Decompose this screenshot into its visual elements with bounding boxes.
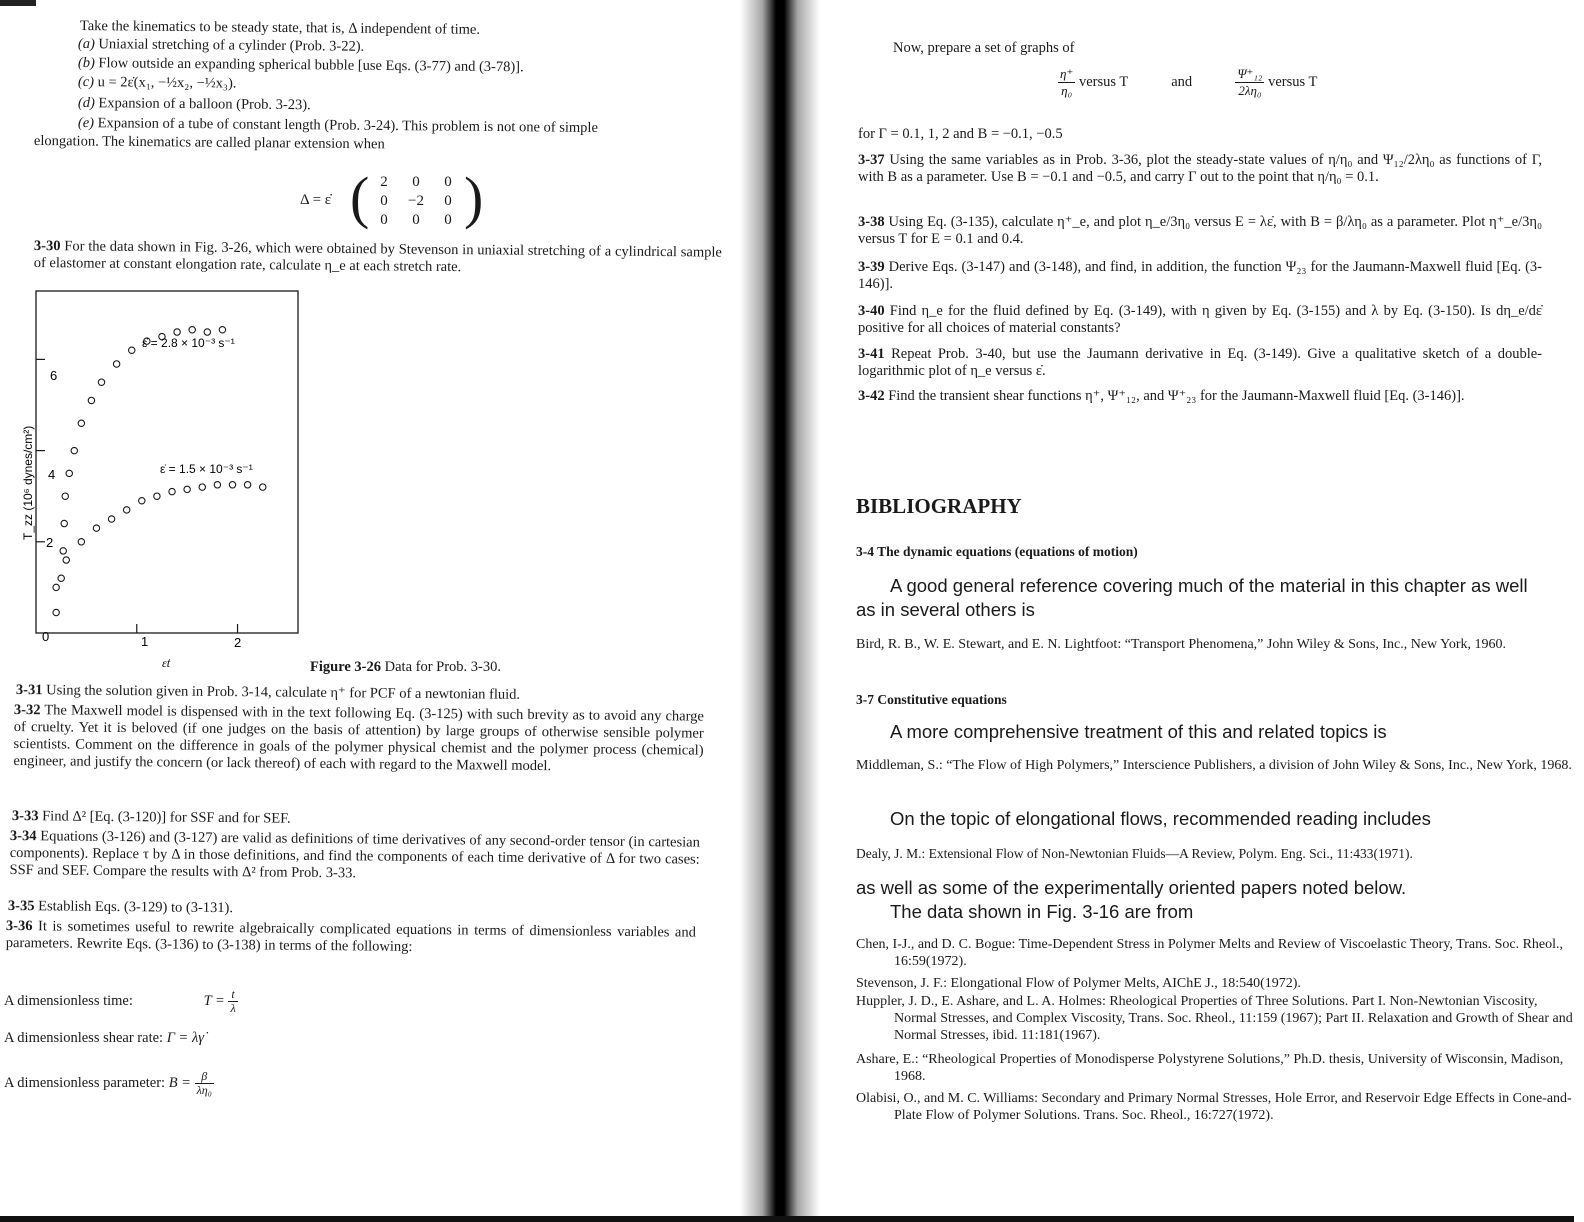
- data-point-low-rate: [169, 488, 175, 494]
- problem-number: 3-33: [11, 808, 39, 825]
- matrix-grid: [368, 174, 464, 229]
- fraction-numerator: β: [195, 1070, 214, 1084]
- graph-fraction: [1235, 66, 1264, 99]
- data-point-low-rate: [260, 484, 266, 490]
- y-tick-label: 4: [48, 467, 56, 482]
- matrix-cell: 0: [380, 193, 388, 209]
- reference-ashare: Ashare, E.: “Rheological Properties of Monodisperse Polystyrene Solutions,” Ph.D. thesis, University of Wisconsin, Madison, 1968.: [856, 1052, 1564, 1084]
- data-point-low-rate: [53, 584, 59, 590]
- item-label: (a): [77, 36, 95, 53]
- figure-caption-text: Data for Prob. 3-30.: [384, 659, 502, 675]
- data-point-high-rate: [71, 447, 77, 453]
- figure-caption: [310, 659, 501, 676]
- data-point-high-rate: [174, 329, 180, 335]
- item-text: Uniaxial stretching of a cylinder (Prob. 3-22).: [98, 36, 365, 55]
- data-point-high-rate: [66, 470, 72, 476]
- problem-number: 3-36: [5, 918, 33, 935]
- graph-suffix: versus T: [1268, 73, 1318, 90]
- item-c: [78, 74, 237, 93]
- problem-text: Find the transient shear functions η⁺, Ψ⁺₁₂, and Ψ⁺₂₃ for the Jaumann-Maxwell fluid [Eq. (3-146)].: [888, 388, 1465, 404]
- y-tick-label: 6: [50, 368, 58, 383]
- problem-3-30: [34, 238, 722, 279]
- data-point-low-rate: [229, 482, 235, 488]
- data-point-low-rate: [108, 516, 114, 522]
- fraction-numerator: η⁺: [1060, 66, 1074, 81]
- reference-chen: Chen, I-J., and D. C. Bogue: Time-Dependent Stress in Polymer Melts and Review of Viscoelastic Theory, Trans. Soc. Rheol., 16:59(1972).: [856, 937, 1564, 969]
- parameter-values: for Γ = 0.1, 1, 2 and B = −0.1, −0.5: [858, 126, 1063, 142]
- data-point-low-rate: [93, 525, 99, 531]
- problem-3-34: [10, 828, 700, 886]
- data-point-high-rate: [53, 609, 59, 615]
- reference-olabisi: Olabisi, O., and M. C. Williams: Secondary and Primary Normal Stresses, Hole Error, and Reservoir Edge Effects in Cone-and-Plate Flow of Polymer Solutions. Trans. Soc. Rheol., 16:727(1972).: [856, 1091, 1572, 1123]
- data-point-low-rate: [63, 557, 69, 563]
- problem-text: Find η_e for the fluid defined by Eq. (3-149), with η given by Eq. (3-155) and λ by Eq. (3-150). Is dη_e/dε̇ positive for all choices of material constants?: [858, 303, 1542, 336]
- section-3-7-heading: 3-7 Constitutive equations: [856, 692, 1007, 707]
- matrix-cell: 0: [380, 212, 388, 228]
- problem-number: 3-31: [15, 682, 43, 699]
- problem-3-32: [13, 702, 704, 777]
- data-point-high-rate: [58, 575, 64, 581]
- problem-text: It is sometimes useful to rewrite algebraically complicated equations in terms of dimensionless variables and parameters. Rewrite Eqs. (3-136) to (3-138) in terms of the following:: [5, 918, 696, 955]
- data-point-high-rate: [113, 361, 119, 367]
- left-page: [0, 0, 760, 1222]
- y-axis-label: T_zz (10⁶ dynes/cm²): [21, 425, 35, 540]
- matrix-cell: 0: [412, 212, 420, 228]
- right-page: [780, 0, 1574, 1222]
- data-point-high-rate: [219, 327, 225, 333]
- graph-fraction: [1058, 66, 1075, 99]
- elongational-text: On the topic of elongational flows, recommended reading includes: [890, 808, 1431, 829]
- data-point-high-rate: [78, 420, 84, 426]
- problem-text: Find Δ² [Eq. (3-120)] for SSF and for SEF.: [42, 808, 291, 827]
- problem-number: 3-37: [858, 152, 885, 168]
- kinematics-intro: Take the kinematics to be steady state, that is, Δ independent of time.: [79, 18, 481, 38]
- problem-3-38: [858, 214, 1542, 248]
- section-3-7-text: A more comprehensive treatment of this and related topics is: [890, 721, 1387, 742]
- problem-number: 3-35: [7, 898, 35, 915]
- problem-3-42: [858, 388, 1542, 405]
- problem-number: 3-34: [9, 828, 37, 845]
- problem-text: Repeat Prob. 3-40, but use the Jaumann derivative in Eq. (3-149). Give a qualitative sketch of a double-logarithmic plot of η_e versus ε̇.: [858, 346, 1543, 379]
- fraction-numerator: t: [228, 988, 237, 1002]
- problem-number: 3-42: [858, 388, 885, 404]
- elongation-line: elongation. The kinematics are called planar extension when: [33, 133, 385, 153]
- problem-text: Using Eq. (3-135), calculate η⁺_e, and plot η_e/3η₀ versus E = λε̇, with B = β/λη₀ as a parameter. Plot η⁺_e/3η₀ versus T for E = 0.1 and 0.4.: [858, 214, 1542, 247]
- x-tick-label: 0: [42, 629, 50, 644]
- figure-label: Figure 3-26: [310, 659, 382, 675]
- data-point-low-rate: [139, 498, 145, 504]
- item-label: (d): [77, 95, 95, 112]
- data-point-high-rate: [62, 493, 68, 499]
- item-label: (b): [77, 55, 95, 72]
- as-well-text: as well as some of the experimentally oriented papers noted below.: [856, 877, 1407, 898]
- item-d: [78, 95, 311, 114]
- graphs-intro: Now, prepare a set of graphs of: [893, 40, 1075, 56]
- data-point-high-rate: [98, 379, 104, 385]
- problem-3-37: [858, 152, 1542, 186]
- problem-text: Using the same variables as in Prob. 3-36, plot the steady-state values of η/η₀ and Ψ₁₂/2λη₀ as functions of Γ, with B as a parameter. Use B = −0.1 and −0.5, and carry Γ out to the point that η/η₀ = 0.1.: [858, 152, 1542, 185]
- definition-label: A dimensionless shear rate:: [4, 1030, 164, 1046]
- data-point-high-rate: [60, 548, 66, 554]
- matrix-cell: 0: [412, 174, 420, 190]
- data-point-low-rate: [199, 484, 205, 490]
- fraction-denominator: λ: [230, 1001, 236, 1015]
- data-point-low-rate: [78, 539, 84, 545]
- y-tick-label: 2: [46, 535, 54, 550]
- data-point-low-rate: [123, 507, 129, 513]
- matrix-cell: 0: [444, 193, 452, 209]
- fraction-numerator: Ψ⁺₁₂: [1237, 66, 1263, 81]
- reference-middleman: Middleman, S.: “The Flow of High Polymers,” Interscience Publishers, a division of John Wiley & Sons, Inc., New York, 1968.: [856, 758, 1572, 773]
- matrix-lhs: Δ = ε̇: [300, 192, 332, 208]
- data-point-high-rate: [189, 327, 195, 333]
- item-label: (e): [77, 115, 95, 132]
- definition-lhs: Γ = λγ̇: [166, 1030, 204, 1046]
- dimensionless-shear-rate: [4, 1030, 204, 1047]
- figure-3-26-chart: [21, 285, 310, 685]
- item-label: (c): [77, 74, 95, 91]
- item-a: [78, 36, 364, 56]
- problem-number: 3-30: [33, 238, 61, 255]
- definition-lhs: T =: [203, 992, 225, 1009]
- data-source-text: The data shown in Fig. 3-16 are from: [890, 901, 1194, 922]
- matrix-cell: −2: [408, 193, 424, 209]
- data-point-high-rate: [204, 329, 210, 335]
- data-point-low-rate: [184, 486, 190, 492]
- data-point-high-rate: [61, 520, 67, 526]
- x-axis-label: ε̇t: [162, 656, 171, 670]
- definition-fraction: [195, 1070, 214, 1097]
- dimensionless-time: [4, 988, 238, 1015]
- definition-label: A dimensionless time:: [4, 992, 133, 1009]
- problem-number: 3-41: [858, 346, 885, 362]
- problem-text: For the data shown in Fig. 3-26, which were obtained by Stevenson in uniaxial stretching of a cylindrical sample of elastomer at constant elongation rate, calculate η_e at each stretch rate.: [33, 238, 722, 276]
- problem-3-41: [858, 346, 1542, 380]
- item-text: Expansion of a balloon (Prob. 3-23).: [98, 95, 311, 114]
- data-point-high-rate: [88, 397, 94, 403]
- fraction-denominator: 2λη₀: [1238, 83, 1262, 98]
- right-paren: ): [464, 165, 484, 230]
- data-point-low-rate: [214, 482, 220, 488]
- data-point-low-rate: [244, 482, 250, 488]
- problem-number: 3-40: [858, 303, 885, 319]
- fraction-denominator: η₀: [1061, 83, 1073, 98]
- definition-lhs: B =: [168, 1074, 191, 1091]
- problem-text: Equations (3-126) and (3-127) are valid as definitions of time derivatives of any second-order tensor (in cartesian components). Replace τ by Δ in those definitions, and find the components of each time derivative of Δ for two cases: SSF and SEF. Compare the results with Δ² from Prob. 3-33.: [9, 828, 700, 882]
- matrix-cell: 0: [444, 212, 452, 228]
- item-text: u = 2ε̇(x₁, −½x₂, −½x₃).: [97, 74, 237, 92]
- definition-label: A dimensionless parameter:: [4, 1074, 166, 1091]
- matrix-cell: 2: [380, 174, 388, 190]
- scan-bottom-edge: [0, 1216, 1574, 1222]
- series-label-low-rate: ε̇ = 1.5 × 10⁻³ s⁻¹: [160, 462, 253, 476]
- bibliography-heading: BIBLIOGRAPHY: [856, 494, 1022, 518]
- graph-list: [1058, 66, 1317, 99]
- dimensionless-parameter: [4, 1070, 214, 1097]
- definition-fraction: [228, 988, 237, 1015]
- left-paren: (: [350, 165, 370, 230]
- series-label-high-rate: ε̇ = 2.8 × 10⁻³ s⁻¹: [142, 336, 235, 350]
- problem-text: Using the solution given in Prob. 3-14, calculate η⁺ for PCF of a newtonian fluid.: [46, 682, 521, 703]
- problem-text: Derive Eqs. (3-147) and (3-148), and find, in addition, the function Ψ₂₃ for the Jaumann-Maxwell fluid [Eq. (3-146)].: [858, 259, 1543, 292]
- section-3-4-heading: 3-4 The dynamic equations (equations of motion): [856, 544, 1138, 559]
- problem-number: 3-39: [858, 259, 885, 275]
- problem-text: The Maxwell model is dispensed with in the text following Eq. (3-125) with such brevity as to avoid any charge of cruelty. Yet it is beloved (if one judges on the basis of attention) by large groups of otherwise sensible polymer scientists. Comment on the difference in goals of the polymer physical chemist and the polymer process (chemical) engineer, and justify the concern (or lack thereof) of each with regard to the Maxwell model.: [13, 702, 704, 775]
- problem-3-40: [858, 303, 1542, 337]
- item-text: Expansion of a tube of constant length (Prob. 3-24). This problem is not one of simple: [97, 115, 599, 136]
- problem-text: Establish Eqs. (3-129) to (3-131).: [38, 898, 234, 917]
- problem-number: 3-32: [13, 702, 41, 719]
- reference-dealy: Dealy, J. M.: Extensional Flow of Non-Newtonian Fluids—A Review, Polym. Eng. Sci., 11:433(1971).: [856, 846, 1413, 861]
- axis-ticks: [36, 359, 238, 633]
- reference-huppler: Huppler, J. D., E. Ashare, and L. A. Holmes: Rheological Properties of Three Solutions. Part I. Non-Newtonian Viscosity, Normal Stresses, and Complex Viscosity, Trans. Soc. Rheol., 11:159 (1967); Part II. Relaxation and Growth of Shear and Normal Stresses, ibid. 11:181(1967).: [856, 994, 1573, 1043]
- graph-joiner: and: [1171, 73, 1193, 90]
- problem-3-39: [858, 259, 1542, 293]
- graph-suffix: versus T: [1078, 73, 1128, 90]
- problem-3-36: [6, 918, 696, 959]
- matrix-cell: 0: [444, 174, 452, 190]
- section-3-4-text: A good general reference covering much of the material in this chapter as well as in several others is: [856, 575, 1528, 620]
- reference-stevenson: Stevenson, J. F.: Elongational Flow of Polymer Melts, AIChE J., 18:540(1972).: [856, 976, 1301, 991]
- x-tick-label: 2: [234, 635, 242, 650]
- item-b: [78, 55, 524, 76]
- problem-number: 3-38: [858, 214, 885, 230]
- reference-bird: Bird, R. B., W. E. Stewart, and E. N. Lightfoot: “Transport Phenomena,” John Wiley & Sons, Inc., New York, 1960.: [856, 637, 1507, 652]
- x-tick-label: 1: [141, 634, 149, 649]
- item-text: Flow outside an expanding spherical bubble [use Eqs. (3-77) and (3-78)].: [98, 55, 524, 76]
- fraction-denominator: λη₀: [196, 1083, 212, 1097]
- data-point-low-rate: [154, 493, 160, 499]
- data-point-high-rate: [129, 347, 135, 353]
